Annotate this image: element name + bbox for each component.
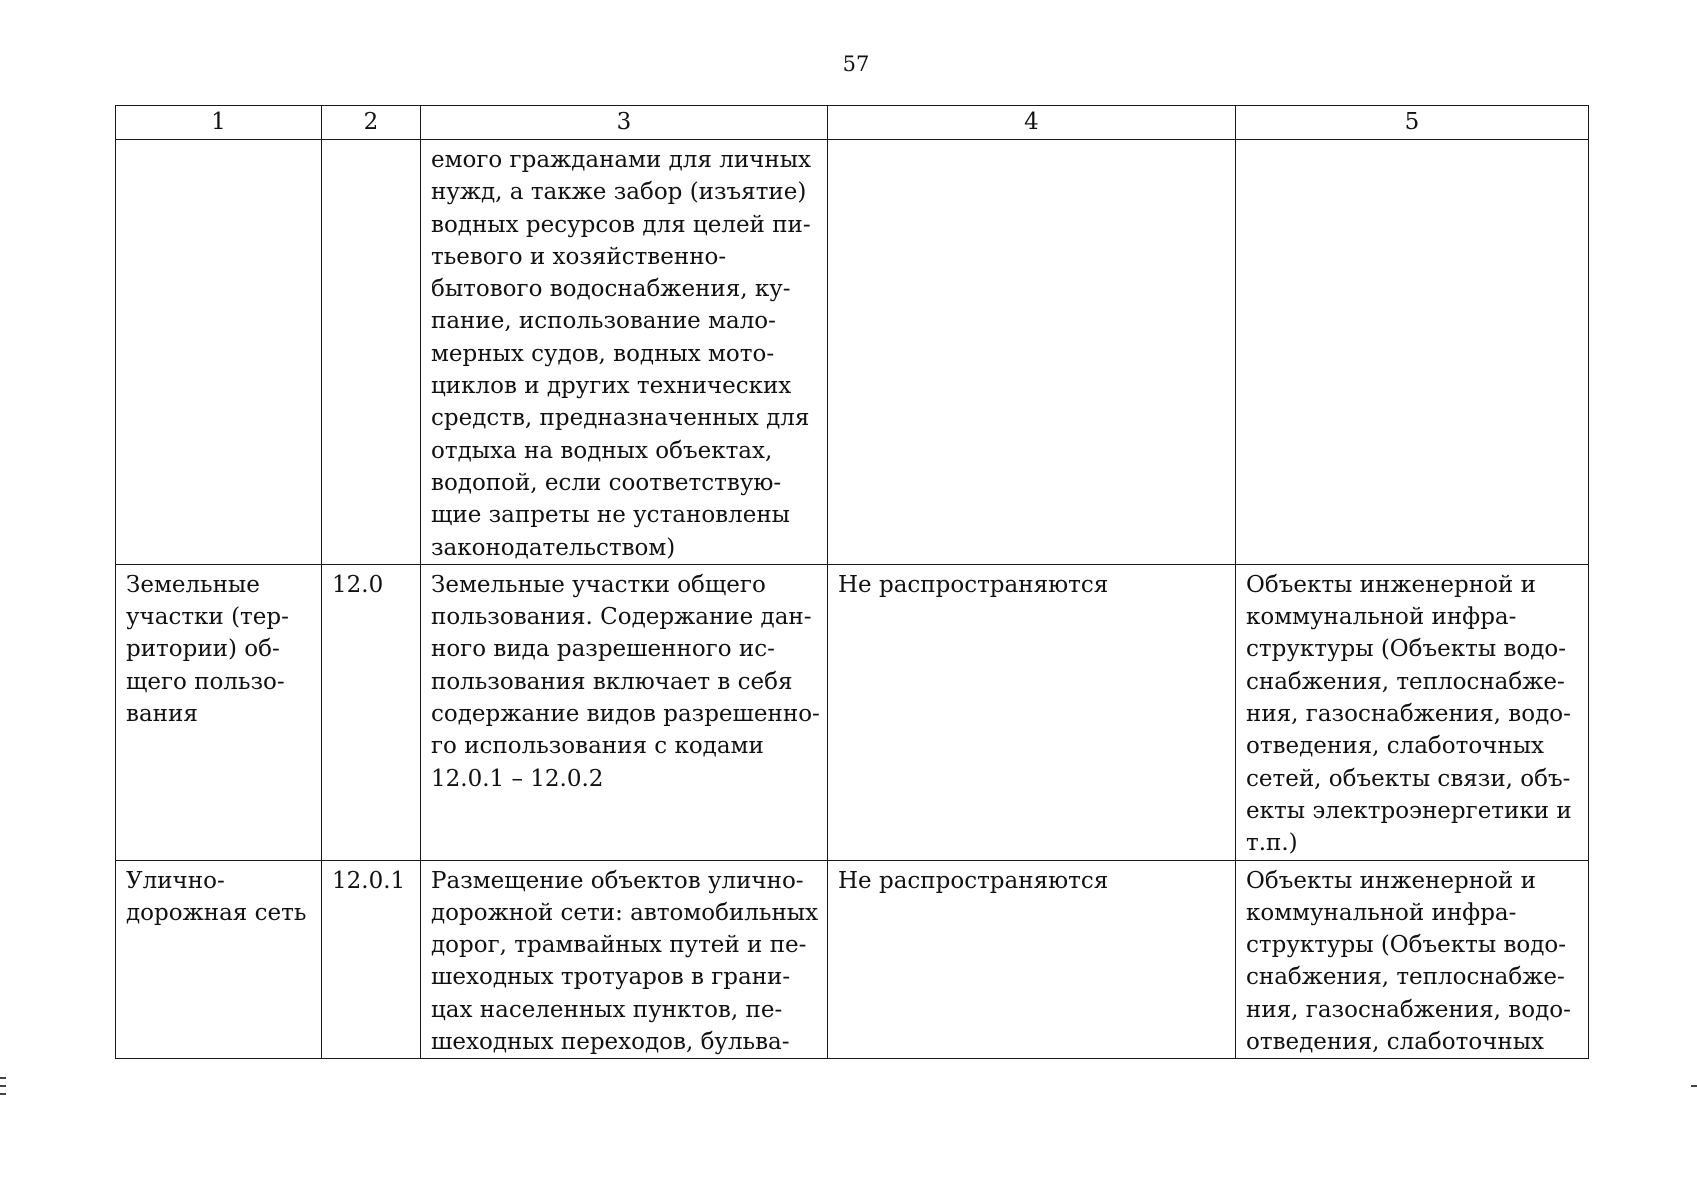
table-cell-1	[116, 140, 322, 565]
cell-text-line: ния, газоснабжения, водо-	[1246, 701, 1571, 728]
table-cell-4	[828, 140, 1236, 565]
header-col-3: 3	[421, 106, 828, 140]
table-header-row	[116, 106, 1589, 140]
table-row	[116, 564, 1589, 860]
page-number: 57	[842, 52, 870, 76]
cell-text-line: отдыха на водных объектах,	[431, 437, 773, 464]
header-col-4: 4	[828, 106, 1236, 140]
table-cell-1	[116, 564, 322, 860]
cell-text-line: ритории) об-	[126, 636, 280, 663]
cell-text-line: Объекты инженерной и	[1246, 867, 1536, 894]
cell-text-line: законодательством)	[431, 534, 676, 561]
cell-text-line: пание, использование мало-	[431, 308, 776, 335]
cell-text-line: снабжения, теплоснабже-	[1246, 668, 1565, 695]
table-cell-3	[421, 564, 828, 860]
table-cell-2	[322, 140, 421, 565]
cell-text-line: дорожной сети: автомобильных	[431, 899, 819, 926]
cell-text-line: коммунальной инфра-	[1246, 604, 1517, 631]
cell-text-line: коммунальной инфра-	[1246, 899, 1517, 926]
scan-edge-mark	[0, 1085, 6, 1087]
cell-text-line: водопой, если соответствую-	[431, 469, 782, 496]
cell-text-line: снабжения, теплоснабже-	[1246, 964, 1565, 991]
table-cell-5	[1236, 140, 1589, 565]
cell-text-line: средств, предназначенных для	[431, 405, 810, 432]
table-row	[116, 860, 1589, 1059]
cell-text-line: 12.0.1 – 12.0.2	[431, 765, 604, 792]
cell-text-line: екты электроэнергетики и	[1246, 797, 1572, 824]
cell-text-line: ния, газоснабжения, водо-	[1246, 996, 1571, 1023]
cell-text-line: Размещение объектов улично-	[431, 867, 804, 894]
cell-text-line: шеходных тротуаров в грани-	[431, 964, 791, 991]
cell-text-line: щего пользо-	[126, 668, 285, 695]
cell-text-line: дорожная сеть	[126, 899, 307, 926]
cell-text-line: структуры (Объекты водо-	[1246, 932, 1567, 959]
cell-text-line: мерных судов, водных мото-	[431, 340, 775, 367]
cell-text-line: тьевого и хозяйственно-	[431, 243, 727, 270]
header-col-1: 1	[116, 106, 322, 140]
cell-text-line: Земельные участки общего	[431, 571, 766, 598]
cell-text-line: шеходных переходов, бульва-	[431, 1029, 790, 1056]
table-cell-3	[421, 860, 828, 1059]
cell-text-line: водных ресурсов для целей пи-	[431, 211, 811, 238]
table-cell-4: Не распространяются	[828, 564, 1236, 860]
cell-text-line: участки (тер-	[126, 604, 289, 631]
cell-text-line: т.п.)	[1246, 830, 1298, 857]
cell-text-line: дорог, трамвайных путей и пе-	[431, 932, 807, 959]
scan-edge-mark	[0, 1093, 6, 1095]
cell-text-line: структуры (Объекты водо-	[1246, 636, 1567, 663]
table-cell-4: Не распространяются	[828, 860, 1236, 1059]
cell-text-line: нужд, а также забор (изъятие)	[431, 179, 807, 206]
cell-text-line: цах населенных пунктов, пе-	[431, 996, 783, 1023]
cell-text-line: пользования. Содержание дан-	[431, 604, 812, 631]
cell-text-line: бытового водоснабжения, ку-	[431, 276, 791, 303]
scan-edge-mark	[1691, 1085, 1697, 1087]
table-row	[116, 140, 1589, 565]
cell-text-line: емого гражданами для личных	[431, 147, 811, 173]
table-cell-5	[1236, 564, 1589, 860]
cell-text-line: отведения, слаботочных	[1246, 733, 1544, 760]
cell-text-line: отведения, слаботочных	[1246, 1029, 1544, 1056]
header-col-5: 5	[1236, 106, 1589, 140]
scan-edge-mark	[0, 1077, 6, 1079]
header-col-2: 2	[322, 106, 421, 140]
cell-text-line: пользования включает в себя	[431, 668, 793, 695]
cell-text-line: Объекты инженерной и	[1246, 571, 1536, 598]
table-cell-2: 12.0.1	[322, 860, 421, 1059]
cell-text-line: ного вида разрешенного ис-	[431, 636, 775, 663]
cell-text-line: циклов и других технических	[431, 373, 792, 400]
cell-text-line: щие запреты не установлены	[431, 502, 790, 529]
cell-text-line: вания	[126, 701, 198, 728]
table-cell-5	[1236, 860, 1589, 1059]
cell-text-line: содержание видов разрешенно-	[431, 701, 820, 728]
table-cell-2: 12.0	[322, 564, 421, 860]
land-use-table	[115, 105, 1589, 1059]
table-cell-3	[421, 140, 828, 565]
cell-text-line: Улично-	[126, 867, 225, 894]
cell-text-line: го использования с кодами	[431, 733, 764, 760]
table-cell-1	[116, 860, 322, 1059]
cell-text-line: сетей, объекты связи, объ-	[1246, 765, 1571, 792]
cell-text-line: Земельные	[126, 571, 260, 598]
